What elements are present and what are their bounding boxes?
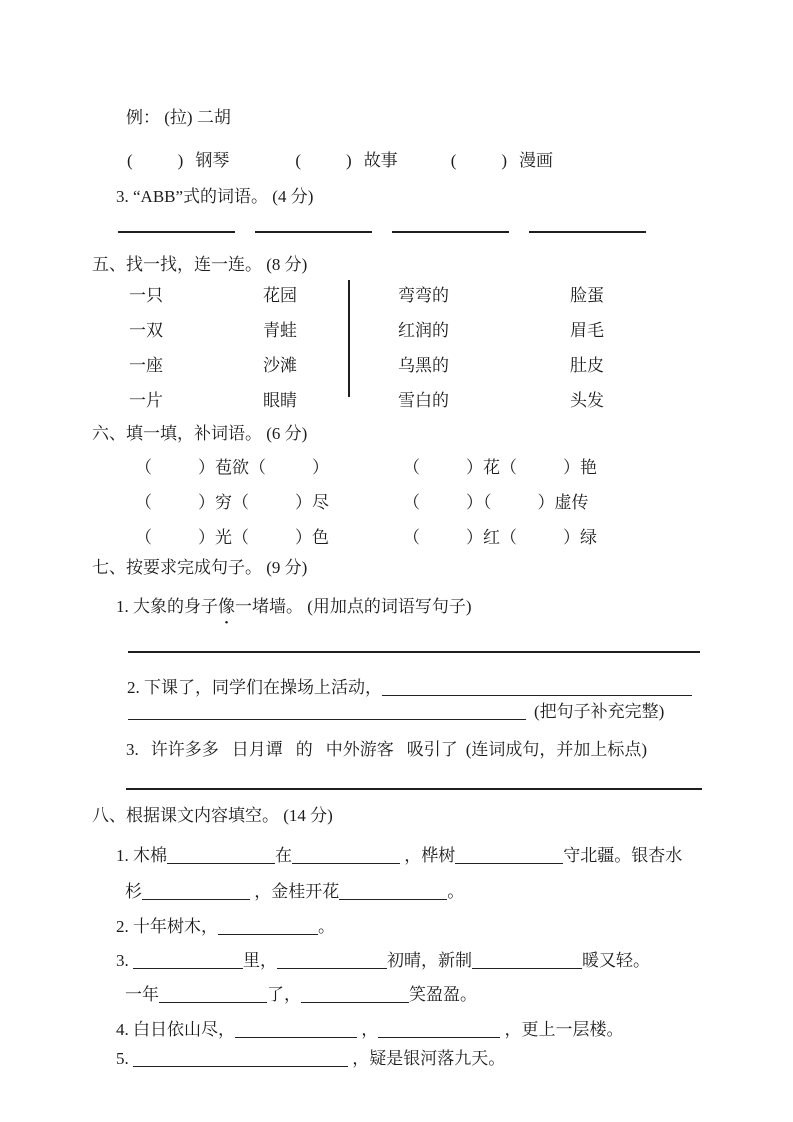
match-measure-word-1-text: 一只 — [129, 286, 163, 305]
spacer — [183, 165, 195, 166]
spacer — [313, 754, 326, 755]
recite-q5-text: ，疑是银河落九天。 — [348, 1049, 506, 1068]
paren-word-items-text: 故事 — [363, 151, 398, 170]
match-adj-2-text: 红润的 — [398, 321, 449, 340]
abb-answer-blank-4 — [529, 231, 646, 233]
recite-q3-line2-text: 了， — [267, 985, 301, 1004]
sentence-q1-text: 像 — [218, 597, 235, 616]
spacer — [456, 165, 501, 166]
match-adj-1 — [398, 285, 449, 307]
fill-idiom-1-right-text: ）花（ — [466, 458, 517, 477]
recite-q2-text: 。 — [318, 917, 335, 936]
abb-answer-blank-3 — [392, 231, 509, 233]
match-measure-word-4-text: 一片 — [129, 391, 163, 410]
fill-idiom-1-left — [135, 457, 329, 479]
match-measure-word-1 — [129, 285, 163, 307]
match-adj-3-text: 乌黑的 — [398, 356, 449, 375]
abb-answer-blank-1 — [118, 231, 235, 233]
fill-idiom-1-left-text: （ — [135, 458, 152, 477]
abb-words-prompt-text: 3. “ABB”式的词语。 (4 分) — [116, 187, 314, 206]
sentence-q1-answer-line — [128, 651, 700, 653]
sentence-q1-text: 一堵墙。 (用加点的词语写句子) — [235, 597, 472, 616]
recite-q4-text: ， — [357, 1020, 379, 1039]
abb-words-prompt — [116, 186, 313, 208]
recite-q3-line1-text: 暖又轻。 — [582, 951, 650, 970]
paren-word-items — [127, 150, 553, 172]
paren-word-items-text: ( — [450, 151, 457, 170]
spacer — [420, 472, 466, 473]
spacer — [398, 165, 451, 166]
spacer — [219, 754, 232, 755]
sentence-q3 — [126, 739, 647, 761]
fill-idiom-2-left-text: （ — [135, 493, 152, 512]
section-eight-title — [92, 805, 333, 827]
fill-idiom-2-right-text: ）虚传 — [537, 493, 589, 512]
fill-idiom-1-right-text: ）艳 — [563, 458, 597, 477]
sentence-q2-answer — [128, 701, 664, 723]
recite-q3-line1-text: 3. — [116, 951, 133, 970]
spacer — [517, 542, 563, 543]
match-bodypart-4 — [570, 390, 604, 412]
match-bodypart-1 — [570, 285, 604, 307]
spacer — [249, 507, 295, 508]
match-adj-3 — [398, 355, 449, 377]
match-noun-1 — [263, 285, 297, 307]
answer-blank — [142, 884, 250, 900]
recite-q5 — [116, 1048, 505, 1070]
fill-idiom-2-left — [135, 492, 329, 514]
sentence-q3-text: 吸引了 — [406, 740, 458, 759]
sentence-q3-text: (连词成句，并加上标点) — [465, 740, 648, 759]
match-bodypart-2-text: 眉毛 — [570, 321, 604, 340]
spacer — [352, 165, 364, 166]
sentence-q3-text: 中外游客 — [325, 740, 394, 759]
match-adj-2 — [398, 320, 449, 342]
section-five-title — [92, 254, 307, 276]
answer-blank — [159, 987, 267, 1003]
sentence-q2-text: 2. 下课了，同学们在操场上活动， — [127, 678, 382, 697]
fill-idiom-1-left-text: ） — [312, 458, 329, 477]
fill-idiom-3-left-text: ）色 — [295, 528, 329, 547]
recite-q1-line2-text: 杉 — [125, 882, 142, 901]
recite-q3-line1-text: 里， — [243, 951, 277, 970]
answer-blank — [218, 919, 318, 935]
recite-q2-text: 2. 十年树木， — [116, 917, 218, 936]
section-eight-title-text: 八、根据课文内容填空。 (14 分) — [92, 806, 333, 825]
match-noun-3-text: 沙滩 — [263, 356, 297, 375]
abb-answer-blank-2 — [255, 231, 372, 233]
recite-q2 — [116, 916, 335, 938]
recite-q3-line2-text: 笑盈盈。 — [409, 985, 477, 1004]
answer-blank — [128, 704, 526, 720]
spacer — [139, 754, 151, 755]
spacer — [229, 165, 295, 166]
recite-q3-line2-text: 一年 — [125, 985, 159, 1004]
sentence-q3-answer-line — [126, 788, 702, 790]
fill-idiom-3-right — [403, 527, 597, 549]
match-measure-word-3 — [129, 355, 163, 377]
spacer — [420, 542, 466, 543]
recite-q4-text: 4. 白日依山尽， — [116, 1020, 235, 1039]
recite-q5-text: 5. — [116, 1049, 133, 1068]
answer-blank — [133, 953, 243, 969]
match-bodypart-2 — [570, 320, 604, 342]
spacer — [526, 716, 534, 717]
sentence-q3-text: 3. — [126, 740, 139, 759]
match-bodypart-4-text: 头发 — [570, 391, 604, 410]
spacer — [517, 472, 563, 473]
recite-q1-line2 — [125, 881, 464, 903]
match-bodypart-3 — [570, 355, 604, 377]
recite-q1-line2-text: ，金桂开花 — [250, 882, 340, 901]
section-seven-title — [92, 557, 307, 579]
spacer — [283, 754, 296, 755]
spacer — [420, 507, 466, 508]
sentence-q1 — [116, 596, 472, 618]
sentence-q3-text: 许许多多 — [150, 740, 219, 759]
spacer — [458, 754, 466, 755]
match-measure-word-2-text: 一双 — [129, 321, 163, 340]
spacer — [133, 165, 178, 166]
fill-idiom-2-left-text: ）尽 — [295, 493, 329, 512]
recite-q1-line1-text: 在 — [275, 846, 292, 865]
match-measure-word-2 — [129, 320, 163, 342]
sentence-q2-answer-text: (把句子补充完整) — [534, 702, 665, 721]
answer-blank — [301, 987, 409, 1003]
spacer — [394, 754, 407, 755]
fill-idiom-1-left-text: ）苞欲（ — [198, 458, 266, 477]
match-noun-4-text: 眼睛 — [263, 391, 297, 410]
match-divider — [348, 280, 350, 397]
recite-q1-line2-text: 。 — [447, 882, 465, 901]
recite-q3-line1 — [116, 950, 650, 972]
recite-q1-line1-text: 守北疆。银杏水 — [563, 846, 683, 865]
fill-idiom-3-right-text: （ — [403, 528, 420, 547]
fill-idiom-3-right-text: ）红（ — [466, 528, 517, 547]
paren-word-items-text: ) — [501, 151, 508, 170]
section-six-title-text: 六、填一填，补词语。 (6 分) — [92, 424, 308, 443]
paren-word-items-text: 钢琴 — [195, 151, 230, 170]
section-five-title-text: 五、找一找，连一连。 (8 分) — [92, 255, 308, 274]
match-noun-2-text: 青蛙 — [263, 321, 297, 340]
sentence-q3-text: 日月谭 — [231, 740, 283, 759]
recite-q3-line2 — [125, 984, 477, 1006]
fill-idiom-2-right-text: （ — [403, 493, 420, 512]
spacer — [249, 542, 295, 543]
recite-q1-line1-text: 1. 木棉 — [116, 846, 167, 865]
match-measure-word-3-text: 一座 — [129, 356, 163, 375]
match-noun-4 — [263, 390, 297, 412]
answer-blank — [472, 953, 582, 969]
paren-word-items-text: ) — [177, 151, 184, 170]
paren-word-items-text: 漫画 — [519, 151, 554, 170]
match-bodypart-3-text: 肚皮 — [570, 356, 604, 375]
sentence-q1-text: 1. 大象的身子 — [116, 597, 218, 616]
fill-idiom-3-left — [135, 527, 329, 549]
answer-blank — [339, 884, 447, 900]
paren-word-items-text: ( — [295, 151, 302, 170]
match-noun-3 — [263, 355, 297, 377]
answer-blank — [235, 1022, 357, 1038]
fill-idiom-2-right-text: ）（ — [466, 493, 492, 512]
match-adj-4 — [398, 390, 449, 412]
paren-word-items-text: ) — [346, 151, 352, 170]
section-six-title — [92, 423, 307, 445]
paren-word-items-text: ( — [127, 151, 133, 170]
fill-idiom-2-left-text: ）穷（ — [198, 493, 249, 512]
fill-idiom-3-right-text: ）绿 — [563, 528, 597, 547]
match-adj-1-text: 弯弯的 — [398, 286, 449, 305]
match-noun-2 — [263, 320, 297, 342]
spacer — [492, 507, 538, 508]
spacer — [152, 542, 198, 543]
answer-blank — [277, 953, 387, 969]
answer-blank — [133, 1051, 348, 1067]
fill-idiom-3-left-text: （ — [135, 528, 152, 547]
spacer — [507, 165, 519, 166]
example-line — [126, 107, 231, 129]
recite-q4-text: ，更上一层楼。 — [500, 1020, 624, 1039]
answer-blank — [292, 848, 400, 864]
fill-idiom-1-right — [403, 457, 597, 479]
fill-idiom-2-right — [403, 492, 589, 514]
answer-blank — [382, 680, 692, 696]
match-noun-1-text: 花园 — [263, 286, 297, 305]
spacer — [266, 472, 312, 473]
match-bodypart-1-text: 脸蛋 — [570, 286, 604, 305]
sentence-q3-text: 的 — [295, 740, 313, 759]
answer-blank — [455, 848, 563, 864]
sentence-q2 — [127, 677, 692, 699]
recite-q3-line1-text: 初晴，新制 — [387, 951, 472, 970]
match-adj-4-text: 雪白的 — [398, 391, 449, 410]
spacer — [152, 507, 198, 508]
example-line-text: 例： (拉) 二胡 — [126, 108, 231, 127]
match-measure-word-4 — [129, 390, 163, 412]
section-seven-title-text: 七、按要求完成句子。 (9 分) — [92, 558, 308, 577]
spacer — [301, 165, 346, 166]
recite-q1-line1 — [116, 845, 682, 867]
answer-blank — [167, 848, 275, 864]
answer-blank — [378, 1022, 500, 1038]
recite-q4 — [116, 1019, 624, 1041]
recite-q1-line1-text: ，桦树 — [400, 846, 456, 865]
spacer — [152, 472, 198, 473]
fill-idiom-1-right-text: （ — [403, 458, 420, 477]
fill-idiom-3-left-text: ）光（ — [198, 528, 249, 547]
